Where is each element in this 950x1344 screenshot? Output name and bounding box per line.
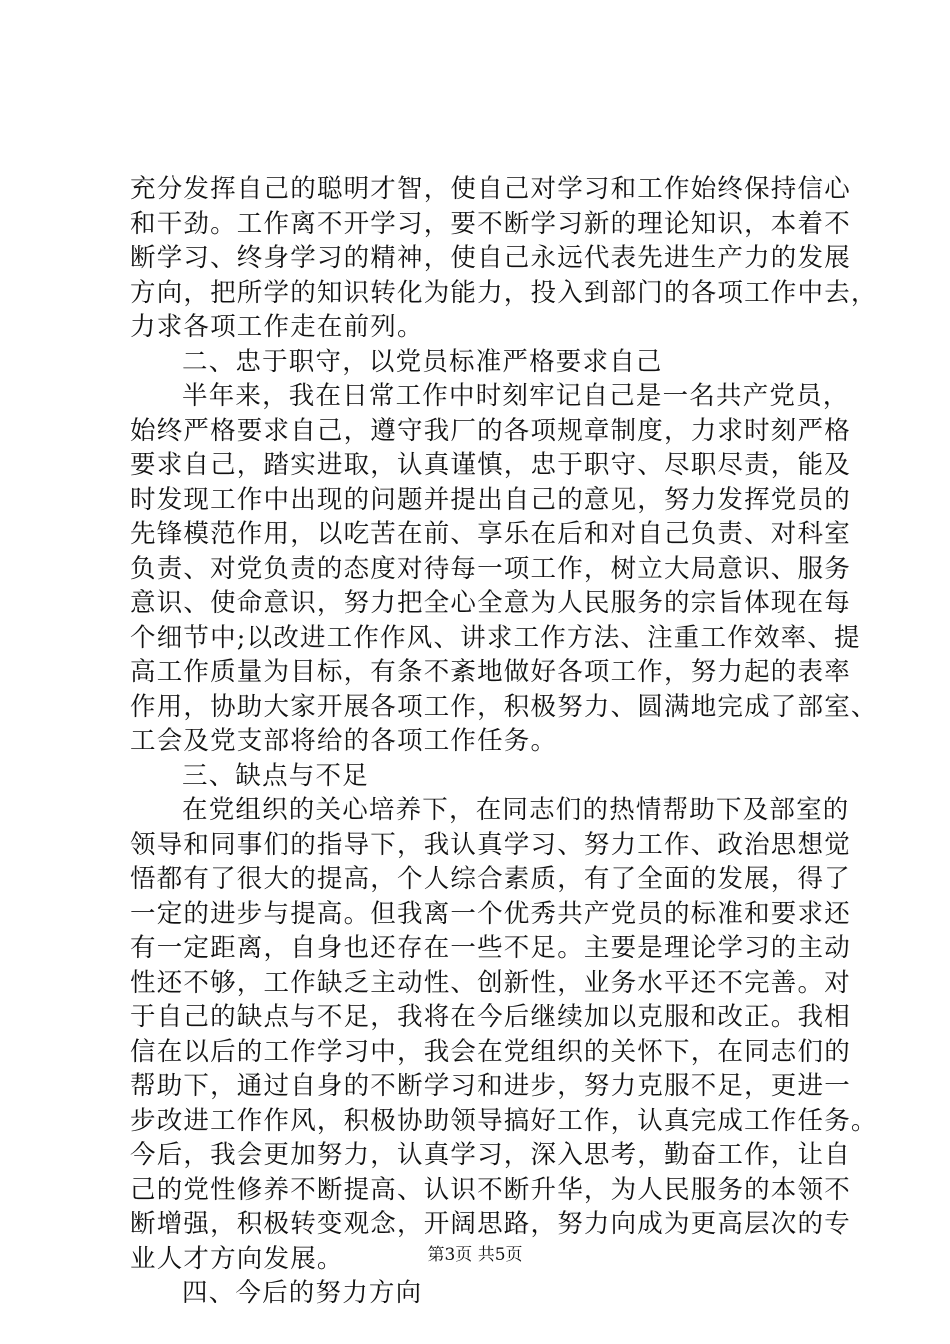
text-line: 作用，协助大家开展各项工作，积极努力、圆满地完成了部室、 <box>130 691 878 722</box>
text-line: 今后，我会更加努力，认真学习，深入思考，勤奋工作，让自 <box>130 1140 851 1170</box>
text-line: 三、缺点与不足 <box>182 760 369 791</box>
text-line: 业人才方向发展。 <box>130 1243 344 1274</box>
text-line: 四、今后的努力方向 <box>182 1278 423 1308</box>
text-line: 高工作质量为目标，有条不紊地做好各项工作，努力起的表率 <box>130 657 851 687</box>
text-line: 要求自己，踏实进取，认真谨慎，忠于职守、尽职尽责，能及 <box>130 450 851 480</box>
text-line: 于自己的缺点与不足，我将在今后继续加以克服和改正。我相 <box>130 1002 851 1032</box>
text-line: 帮助下，通过自身的不断学习和进步，努力克服不足，更进一 <box>130 1071 851 1101</box>
text-line: 力求各项工作走在前列。 <box>130 312 424 342</box>
text-line: 先锋模范作用，以吃苦在前、享乐在后和对自己负责、对科室 <box>130 519 851 549</box>
text-line: 时发现工作中出现的问题并提出自己的意见，努力发挥党员的 <box>130 484 851 515</box>
text-line: 个细节中;以改进工作作风、讲求工作方法、注重工作效率、提 <box>130 622 861 653</box>
text-line: 始终严格要求自己，遵守我厂的各项规章制度，力求时刻严格 <box>130 415 851 446</box>
text-line: 断增强，积极转变观念，开阔思路，努力向成为更高层次的专 <box>130 1209 851 1239</box>
page-footer: 第3页 共5页 <box>427 1245 523 1265</box>
document-body <box>130 172 878 1311</box>
text-line: 二、忠于职守，以党员标准严格要求自己 <box>182 346 663 377</box>
text-line: 性还不够，工作缺乏主动性、创新性，业务水平还不完善。对 <box>130 967 851 998</box>
text-line: 有一定距离，自身也还存在一些不足。主要是理论学习的主动 <box>130 933 851 963</box>
text-line: 断学习、终身学习的精神，使自己永远代表先进生产力的发展 <box>130 243 851 273</box>
text-line: 负责、对党负责的态度对待每一项工作，树立大局意识、服务 <box>130 553 851 584</box>
text-line: 在党组织的关心培养下，在同志们的热情帮助下及部室的 <box>182 795 850 825</box>
text-line: 一定的进步与提高。但我离一个优秀共产党员的标准和要求还 <box>130 898 851 929</box>
text-line: 半年来，我在日常工作中时刻牢记自己是一名共产党员， <box>182 381 850 411</box>
text-line: 己的党性修养不断提高、认识不断升华，为人民服务的本领不 <box>130 1174 851 1205</box>
text-line: 领导和同事们的指导下，我认真学习、努力工作、政治思想觉 <box>130 829 851 860</box>
text-line: 充分发挥自己的聪明才智，使自己对学习和工作始终保持信心 <box>130 174 851 204</box>
text-line: 意识、使命意识，努力把全心全意为人民服务的宗旨体现在每 <box>130 588 851 618</box>
text-line: 工会及党支部将给的各项工作任务。 <box>130 726 558 756</box>
text-line: 步改进工作作风，积极协助领导搞好工作，认真完成工作任务。 <box>130 1105 878 1136</box>
text-line: 信在以后的工作学习中，我会在党组织的关怀下，在同志们的 <box>130 1036 851 1067</box>
text-line: 和干劲。工作离不开学习，要不断学习新的理论知识，本着不 <box>130 208 851 239</box>
text-line: 方向，把所学的知识转化为能力，投入到部门的各项工作中去， <box>130 277 878 308</box>
text-line: 悟都有了很大的提高，个人综合素质，有了全面的发展，得了 <box>130 864 851 894</box>
